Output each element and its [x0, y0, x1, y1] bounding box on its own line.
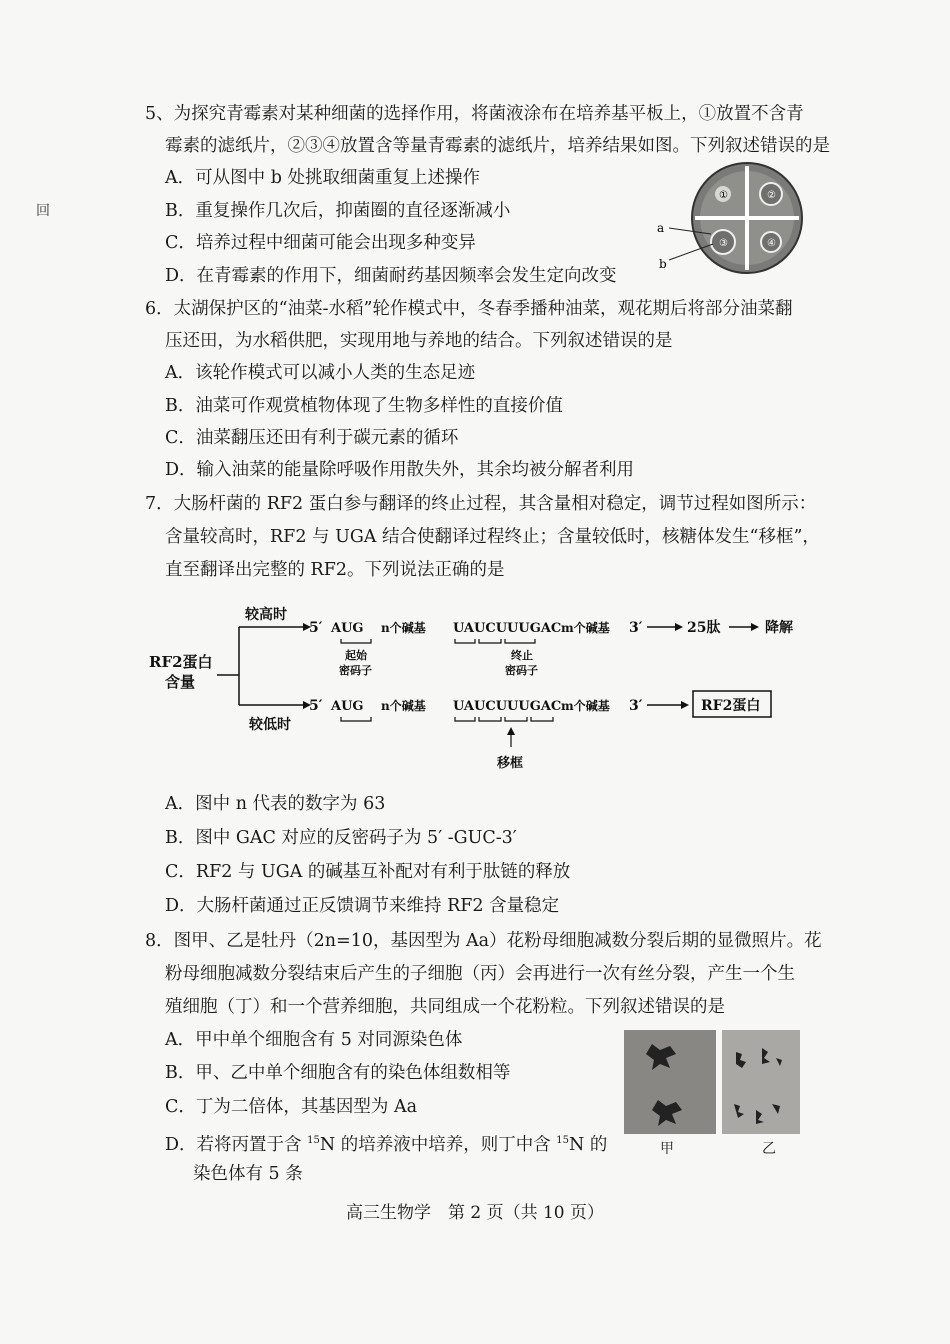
q5-stem-line1: 5、为探究青霉素对某种细菌的选择作用，将菌液涂布在培养基平板上，①放置不含青: [145, 104, 804, 124]
label-low: 较低时: [249, 717, 291, 733]
bottom-bracket-4: [531, 717, 553, 721]
q8-option-d: [165, 1129, 607, 1157]
top-n-bases: n个碱基: [381, 621, 426, 635]
disc-label-4: ④: [767, 238, 776, 249]
q8-stem-line3: 殖细胞（丁）和一个营养细胞，共同组成一个花粉粒。下列叙述错误的是: [165, 997, 725, 1017]
start-codon-label-2: 密码子: [339, 664, 372, 677]
result-rf2-protein: RF2蛋白: [701, 698, 761, 714]
bottom-start-bracket: [341, 717, 371, 721]
q5-option-a: A．可从图中 b 处挑取细菌重复上述操作: [165, 168, 480, 188]
bottom-5prime: 5′: [309, 698, 323, 714]
rf2-regulation-diagram: [145, 595, 835, 785]
label-high: 较高时: [245, 607, 287, 623]
top-arrowhead-1: [675, 623, 683, 631]
bottom-bracket-2: [479, 717, 501, 721]
rf2-content-label-1: RF2蛋白: [149, 653, 213, 671]
q6-option-a: A．该轮作模式可以减小人类的生态足迹: [165, 363, 476, 383]
q5-option-c: C．培养过程中细菌可能会出现多种变异: [165, 233, 476, 253]
micrograph-yi-bg: [722, 1030, 800, 1134]
q6-option-d: D．输入油菜的能量除呼吸作用散失外，其余均被分解者利用: [165, 460, 635, 480]
frameshift-label: 移框: [497, 756, 524, 771]
stop-codon-label-2: 密码子: [505, 664, 538, 677]
q8-option-d-part2: N 的培养液中培养，则丁中含: [319, 1134, 557, 1155]
start-codon-bracket: [341, 639, 371, 643]
q8-option-d-sup2: 15: [556, 1135, 569, 1146]
bottom-bracket-3: [505, 717, 527, 721]
bottom-arrowhead: [681, 701, 689, 709]
top-3prime: 3′: [629, 620, 643, 636]
page-footer: 高三生物学 第 2 页（共 10 页）: [345, 1203, 605, 1223]
q8-stem-line2: 粉母细胞减数分裂结束后产生的子细胞（丙）会再进行一次有丝分裂，产生一个生: [165, 964, 795, 984]
top-aug: AUG: [331, 621, 364, 636]
q5-option-d: D．在青霉素的作用下，细菌耐药基因频率会发生定向改变: [165, 266, 617, 286]
q8-stem-line1: 8．图甲、乙是牡丹（2n=10，基因型为 Aa）花粉母细胞减数分裂后期的显微照片。花: [145, 931, 822, 951]
micrograph-jia: [624, 1030, 716, 1134]
codon-bracket-2: [479, 639, 501, 643]
codon-bracket-1: [455, 639, 475, 643]
q7-option-a: A．图中 n 代表的数字为 63: [165, 794, 386, 814]
stop-codon-bracket: [505, 639, 535, 643]
q7-option-d: D．大肠杆菌通过正反馈调节来维持 RF2 含量稳定: [165, 896, 560, 916]
q7-stem-line3: 直至翻译出完整的 RF2。下列说法正确的是: [165, 560, 505, 580]
q7-stem-line2: 含量较高时，RF2 与 UGA 结合使翻译过程终止；含量较低时，核糖体发生“移框”，: [165, 527, 820, 547]
q8-option-c: C．丁为二倍体，其基因型为 Aa: [165, 1097, 418, 1117]
q8-option-d-line2: 染色体有 5 条: [193, 1164, 303, 1184]
label-b: b: [659, 257, 667, 271]
top-middle-seq: UAUCUUUGAC: [453, 621, 562, 636]
rf2-content-label-2: 含量: [165, 673, 196, 691]
q6-stem-line2: 压还田，为水稻供肥，实现用地与养地的结合。下列叙述错误的是: [165, 331, 673, 351]
top-arrowhead-2: [751, 623, 759, 631]
q8-option-d-part1: D．若将丙置于含: [165, 1134, 308, 1155]
bottom-aug: AUG: [331, 699, 364, 714]
q7-stem-line1: 7．大肠杆菌的 RF2 蛋白参与翻译的终止过程，其含量相对稳定，调节过程如图所示：: [145, 494, 817, 514]
disc-label-2: ②: [767, 190, 776, 201]
q6-option-c: C．油菜翻压还田有利于碳元素的循环: [165, 428, 459, 448]
photo-label-jia: 甲: [660, 1141, 674, 1157]
q6-option-b: B．油菜可作观赏植物体现了生物多样性的直接价值: [165, 396, 563, 416]
bottom-middle-seq: UAUCUUUGAC: [453, 699, 562, 714]
petri-dish-figure: [655, 160, 805, 278]
q7-option-c: C．RF2 与 UGA 的碱基互补配对有利于肽链的释放: [165, 862, 571, 882]
q7-option-b: B．图中 GAC 对应的反密码子为 5′ -GUC-3′: [165, 828, 517, 848]
label-a: a: [657, 221, 665, 235]
frameshift-arrowhead: [507, 727, 515, 735]
q8-option-a: A．甲中单个细胞含有 5 对同源染色体: [165, 1030, 463, 1050]
photo-label-yi: 乙: [762, 1141, 776, 1157]
q5-stem-line2: 霉素的滤纸片，②③④放置含等量青霉素的滤纸片，培养结果如图。下列叙述错误的是: [165, 136, 830, 156]
q5-option-b: B．重复操作几次后，抑菌圈的直径逐渐减小: [165, 201, 511, 221]
bottom-bracket-1: [455, 717, 475, 721]
q8-option-b: B．甲、乙中单个细胞含有的染色体组数相等: [165, 1063, 511, 1083]
disc-label-1: ①: [719, 190, 728, 201]
bottom-n-bases: n个碱基: [381, 699, 426, 713]
start-codon-label-1: 起始: [345, 649, 367, 662]
top-5prime: 5′: [309, 620, 323, 636]
micrograph-yi: [722, 1030, 800, 1134]
result-25-peptide: 25肽: [687, 620, 721, 636]
result-degrade: 降解: [765, 620, 793, 636]
q8-option-d-sup1: 15: [307, 1135, 320, 1146]
stop-codon-label-1: 终止: [511, 649, 533, 662]
q8-option-d-part3: N 的: [569, 1134, 608, 1155]
q6-stem-line1: 6．太湖保护区的“油菜-水稻”轮作模式中，冬春季播种油菜，观花期后将部分油菜翻: [145, 299, 793, 319]
top-m-bases: m个碱基: [561, 621, 610, 635]
disc-label-3: ③: [719, 238, 728, 249]
bottom-m-bases: m个碱基: [561, 699, 610, 713]
side-mark: 回: [36, 203, 50, 219]
bottom-3prime: 3′: [629, 698, 643, 714]
